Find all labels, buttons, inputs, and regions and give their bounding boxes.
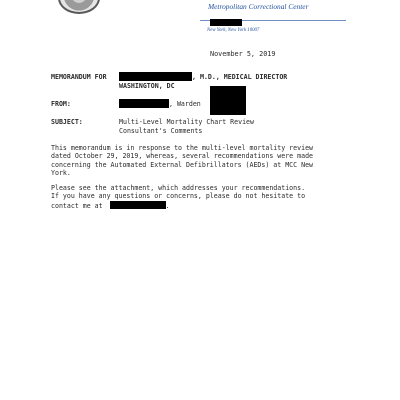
- sender-redaction: [119, 99, 169, 108]
- body-line: concerning the Automated External Defibrillators (AEDs) at MCC New: [51, 160, 314, 169]
- contact-redaction: [110, 201, 166, 209]
- body-paragraph-1: [51, 144, 313, 178]
- agency-seal-icon: [58, 0, 100, 14]
- letterhead-redaction: [210, 19, 242, 26]
- agency-name: Metropolitan Correctional Center: [208, 2, 309, 11]
- subject-label: SUBJECT:: [51, 118, 83, 126]
- signature-redaction: [210, 86, 246, 115]
- body-paragraph-2: [51, 184, 305, 210]
- subject-line-2: Consultant's Comments: [119, 127, 203, 135]
- recipient-title: , M.D., MEDICAL DIRECTOR: [192, 73, 288, 81]
- recipient-redaction: [119, 72, 192, 81]
- body-line: This memorandum is in response to the multi-level mortality review: [51, 144, 314, 152]
- agency-city: New York, New York 10007: [207, 28, 260, 33]
- memo-date: November 5, 2019: [210, 50, 276, 58]
- recipient-location: WASHINGTON, DC: [119, 82, 175, 90]
- from-label: FROM:: [51, 100, 71, 108]
- memo-for-label: MEMORANDUM FOR: [51, 73, 107, 81]
- body-line: dated October 29, 2019, whereas, several recommendations were made: [51, 152, 314, 161]
- body-line: If you have any questions or concerns, please do not hesitate to: [51, 192, 306, 201]
- contact-prefix: contact me at: [51, 201, 103, 210]
- subject-line-1: Multi-Level Mortality Chart Review: [119, 118, 254, 126]
- body-line-last: [51, 201, 305, 210]
- sender-title: , Warden: [169, 100, 201, 108]
- body-line: Please see the attachment, which addresses your recommendations.: [51, 184, 306, 192]
- body-line: York.: [51, 169, 71, 178]
- contact-suffix: .: [165, 201, 170, 210]
